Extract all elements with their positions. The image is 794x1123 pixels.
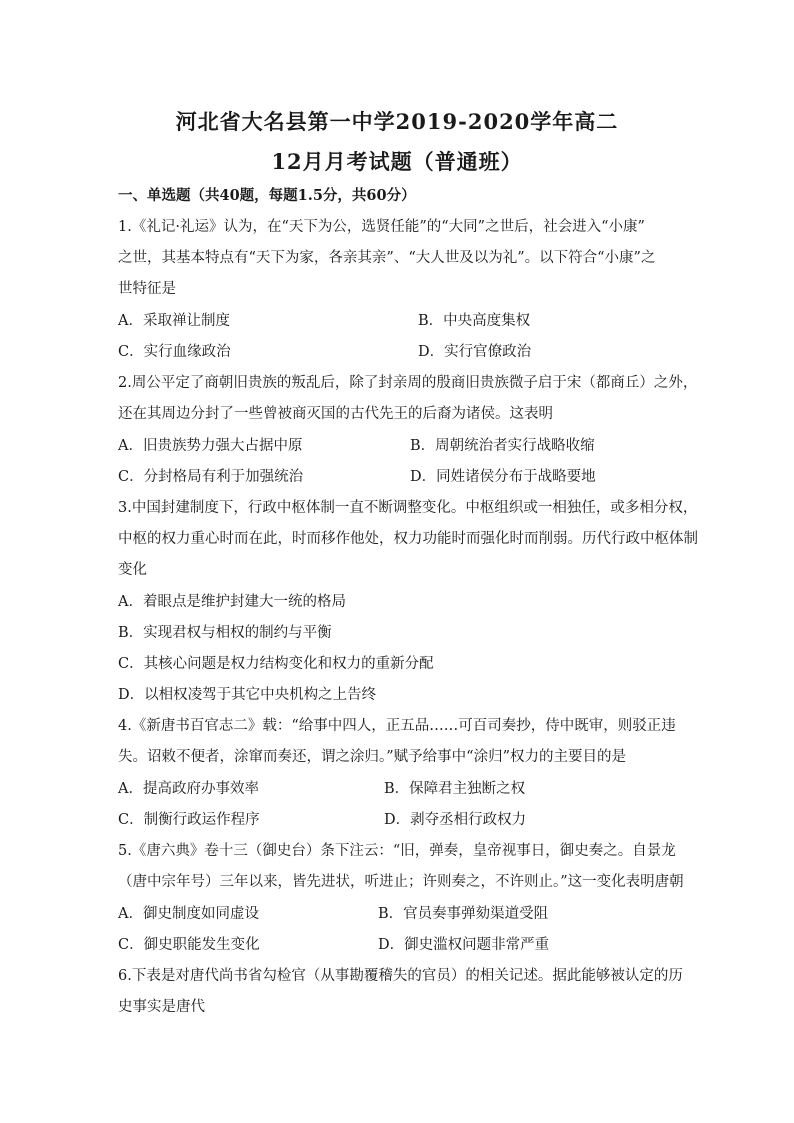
q4-option-a: A．提高政府办事效率 [118, 781, 259, 797]
q1-stem-line-3: 世特征是 [118, 281, 176, 297]
q1-stem-line-1: 1.《礼记·礼运》认为，在“天下为公，选贤任能”的“大同”之世后，社会进入“小康” [118, 219, 645, 235]
q3-option-a: A．着眼点是维护封建大一统的格局 [118, 594, 346, 610]
q2-option-b: B．周朝统治者实行战略收缩 [410, 438, 595, 454]
q5-option-a: A．御史制度如同虚设 [118, 906, 259, 922]
q5-option-d: D．御史滥权问题非常严重 [378, 937, 550, 953]
q5-option-c: C．御史职能发生变化 [118, 937, 260, 953]
q4-option-b: B．保障君主独断之权 [384, 781, 526, 797]
q1-option-d: D．实行官僚政治 [418, 344, 532, 360]
q2-option-a: A．旧贵族势力强大占据中原 [118, 438, 303, 454]
q3-stem-line-2: 中枢的权力重心时而在此，时而移作他处，权力功能时而强化时而削弱。历代行政中枢体制 [118, 531, 698, 547]
section-heading: 一、单选题（共40题，每题1.5分，共60分） [118, 187, 416, 204]
title-line-1: 河北省大名县第一中学2019-2020学年高二 [175, 109, 619, 134]
q2-option-c: C．分封格局有利于加强统治 [118, 469, 304, 485]
q4-option-d: D．剥夺丞相行政权力 [384, 812, 527, 828]
q1-option-c: C．实行血缘政治 [118, 344, 231, 360]
q1-stem-line-2: 之世，其基本特点有“天下为家，各亲其亲”、“大人世及以为礼”。以下符合“小康”之 [118, 250, 656, 266]
title-line-2: 12月月考试题（普通班） [271, 149, 523, 174]
q3-option-c: C．其核心问题是权力结构变化和权力的重新分配 [118, 656, 434, 672]
q3-option-d: D．以相权凌驾于其它中央机构之上告终 [118, 687, 377, 703]
q2-stem-line-1: 2.周公平定了商朝旧贵族的叛乱后，除了封亲周的殷商旧贵族微子启于宋（都商丘）之外， [118, 375, 698, 391]
q4-stem-line-1: 4.《新唐书百官志二》载：“给事中四人，正五品……可百司奏抄，侍中既审，则驳正违 [118, 718, 676, 734]
q2-option-d: D．同姓诸侯分布于战略要地 [410, 469, 596, 485]
q2-stem-line-2: 还在其周边分封了一些曾被商灭国的古代先王的后裔为诸侯。这表明 [118, 406, 553, 422]
q3-stem-line-1: 3.中国封建制度下，行政中枢体制一直不断调整变化。中枢组织或一相独任，或多相分权， [118, 500, 698, 516]
q4-stem-line-2: 失。诏敕不便者，涂窜而奏还，谓之涂归。”赋予给事中“涂归”权力的主要目的是 [118, 749, 626, 765]
q1-option-b: B．中央高度集权 [418, 313, 531, 329]
q5-stem-line-1: 5.《唐六典》卷十三（御史台）条下注云：“旧，弹奏，皇帝视事日，御史奏之。自景龙 [118, 843, 676, 859]
q5-option-b: B．官员奏事弹劾渠道受阻 [378, 906, 549, 922]
q3-option-b: B．实现君权与相权的制约与平衡 [118, 625, 332, 641]
q6-stem-line-1: 6.下表是对唐代尚书省勾检官（从事勘覆稽失的官员）的相关记述。据此能够被认定的历 [118, 968, 683, 984]
q3-stem-line-3: 变化 [118, 562, 147, 578]
q1-option-a: A．采取禅让制度 [118, 313, 230, 329]
q4-option-c: C．制衡行政运作程序 [118, 812, 260, 828]
q5-stem-line-2: （唐中宗年号）三年以来，皆先进状，听进止；许则奏之，不许则止。”这一变化表明唐朝 [118, 874, 684, 890]
q6-stem-line-2: 史事实是唐代 [118, 999, 205, 1015]
